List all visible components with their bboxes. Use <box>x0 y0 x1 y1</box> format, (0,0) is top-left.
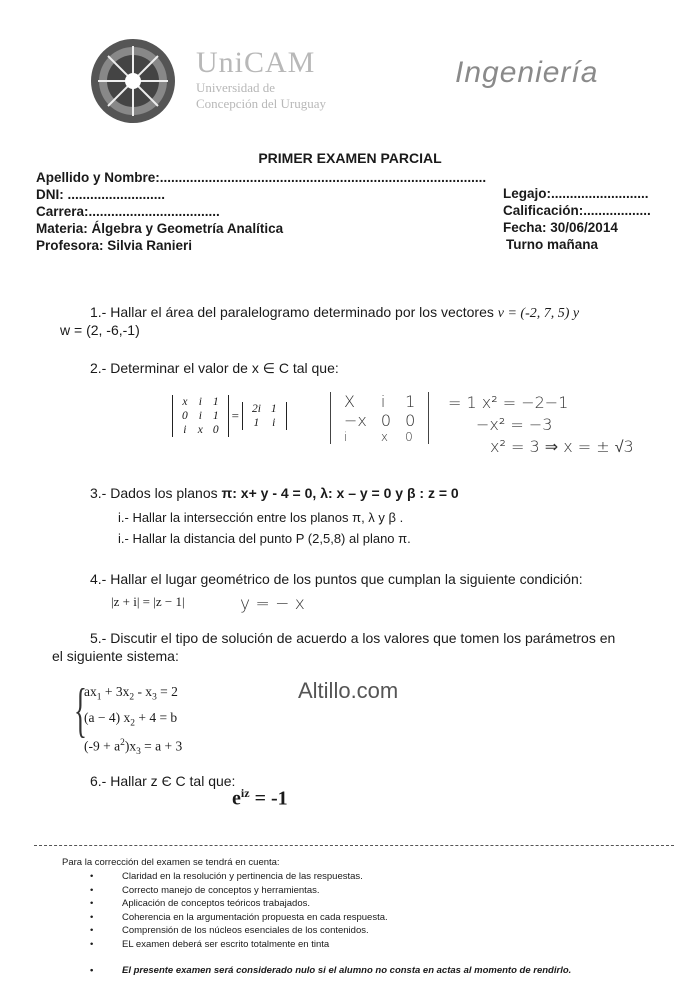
q1-text: 1.- Hallar el área del paralelogramo determinado por los vectores <box>90 304 494 320</box>
professor-field: Profesora: Silvia Ranieri <box>36 238 193 253</box>
grade-field: Calificación:.................. <box>503 203 651 218</box>
question-1 <box>90 304 579 322</box>
q6-equation: $e^{iz} = -1$ <box>232 786 288 810</box>
university-seal-logo <box>88 36 178 126</box>
name-field: Apellido y Nombre:....................................................................................... <box>36 170 487 185</box>
q3-part-ii: i.- Hallar la distancia del punto P (2,5,8) al plano π. <box>118 531 411 546</box>
dni-field: DNI: .......................... <box>36 187 166 202</box>
system-eq-3: $(-9 + a^2)x_3 = a + 3$ <box>84 738 183 758</box>
logo-line-2: Universidad de <box>196 80 276 95</box>
equals-sign: = <box>231 408 239 423</box>
criteria-item: • EL examen deberá ser escrito totalmente en tinta <box>90 938 388 952</box>
footer-intro: Para la corrección del examen se tendrá en cuenta: <box>62 857 280 868</box>
equation-system <box>84 682 182 763</box>
nullity-warning: • El presente examen será considerado nulo si el alumno no consta en actas al momento de rendirlo. <box>90 965 571 976</box>
q2-right-determinant: 2i 1 1 i <box>242 402 287 430</box>
q3-planes: π: x+ y - 4 = 0, λ: x – y = 0 y β : z = 0 <box>221 485 459 501</box>
question-5: 5.- Discutir el tipo de solución de acuerdo a los valores que tomen los parámetros en <box>90 630 616 646</box>
student-info-left <box>36 169 486 254</box>
q1-vector-w: w = (2, -6,-1) <box>60 322 140 338</box>
system-eq-1: $ax_1 + 3x_2 - x_3 = 2$ <box>84 684 178 703</box>
handwritten-determinant: X i 1 −x 0 0 i x 0 <box>330 392 429 444</box>
system-eq-2: (a − 4) $x_2 + 4 = b$ <box>84 709 178 729</box>
hw-line-3: x² = 3 ⇒ x = ± √3 <box>490 437 634 456</box>
logo-wordmark <box>196 46 326 112</box>
brand-ingenieria: Ingeniería <box>455 56 599 89</box>
legajo-field: Legajo:.......................... <box>503 186 649 201</box>
criteria-item: • Aplicación de conceptos teóricos trabajados. <box>90 897 388 911</box>
exam-title: PRIMER EXAMEN PARCIAL <box>258 150 442 166</box>
question-4: 4.- Hallar el lugar geométrico de los puntos que cumplan la siguiente condición: <box>90 571 583 587</box>
q4-equation: |z + i| = |z − 1| <box>111 594 185 609</box>
system-brace: { <box>74 677 87 743</box>
date-field: Fecha: 30/06/2014 <box>503 220 618 235</box>
question-5-cont: el siguiente sistema: <box>52 648 179 664</box>
question-6: 6.- Hallar z Є C tal que: <box>90 773 236 789</box>
criteria-list <box>90 870 388 951</box>
hw-line-1: = 1 x² = −2−1 <box>448 393 569 412</box>
subject-field: Materia: Álgebra y Geometría Analítica <box>36 221 284 236</box>
criteria-item: • Comprensión de los núcleos esenciales de los contenidos. <box>90 924 388 938</box>
question-3 <box>90 485 459 502</box>
footer-divider <box>34 845 674 846</box>
q2-determinant-equation <box>172 395 287 437</box>
criteria-item: • Correcto manejo de conceptos y herramientas. <box>90 884 388 898</box>
criteria-item: • Coherencia en la argumentación propuesta en cada respuesta. <box>90 911 388 925</box>
q2-left-determinant: x i 1 0 i 1 i x 0 <box>172 395 229 437</box>
logo-line-3: Concepción del Uruguay <box>196 96 326 111</box>
question-2: 2.- Determinar el valor de x ∈ C tal que: <box>90 360 339 376</box>
handwritten-answer-q4: y = − x <box>240 594 305 614</box>
student-info-right <box>503 185 651 253</box>
shift-field: Turno mañana <box>506 237 599 252</box>
q3-part-i: i.- Hallar la intersección entre los planos π, λ y β . <box>118 510 404 525</box>
career-field: Carrera:................................... <box>36 204 220 219</box>
q1-vector-v: v = (-2, 7, 5) y <box>497 306 580 321</box>
handwritten-solution-q2 <box>448 392 634 458</box>
criteria-item: • Claridad en la resolución y pertinencia de las respuestas. <box>90 870 388 884</box>
logo-line-1: UniCAM <box>196 46 316 79</box>
hw-line-2: −x² = −3 <box>476 415 553 434</box>
q3-text: 3.- Dados los planos <box>90 485 218 501</box>
altillo-watermark: Altillo.com <box>298 678 399 703</box>
